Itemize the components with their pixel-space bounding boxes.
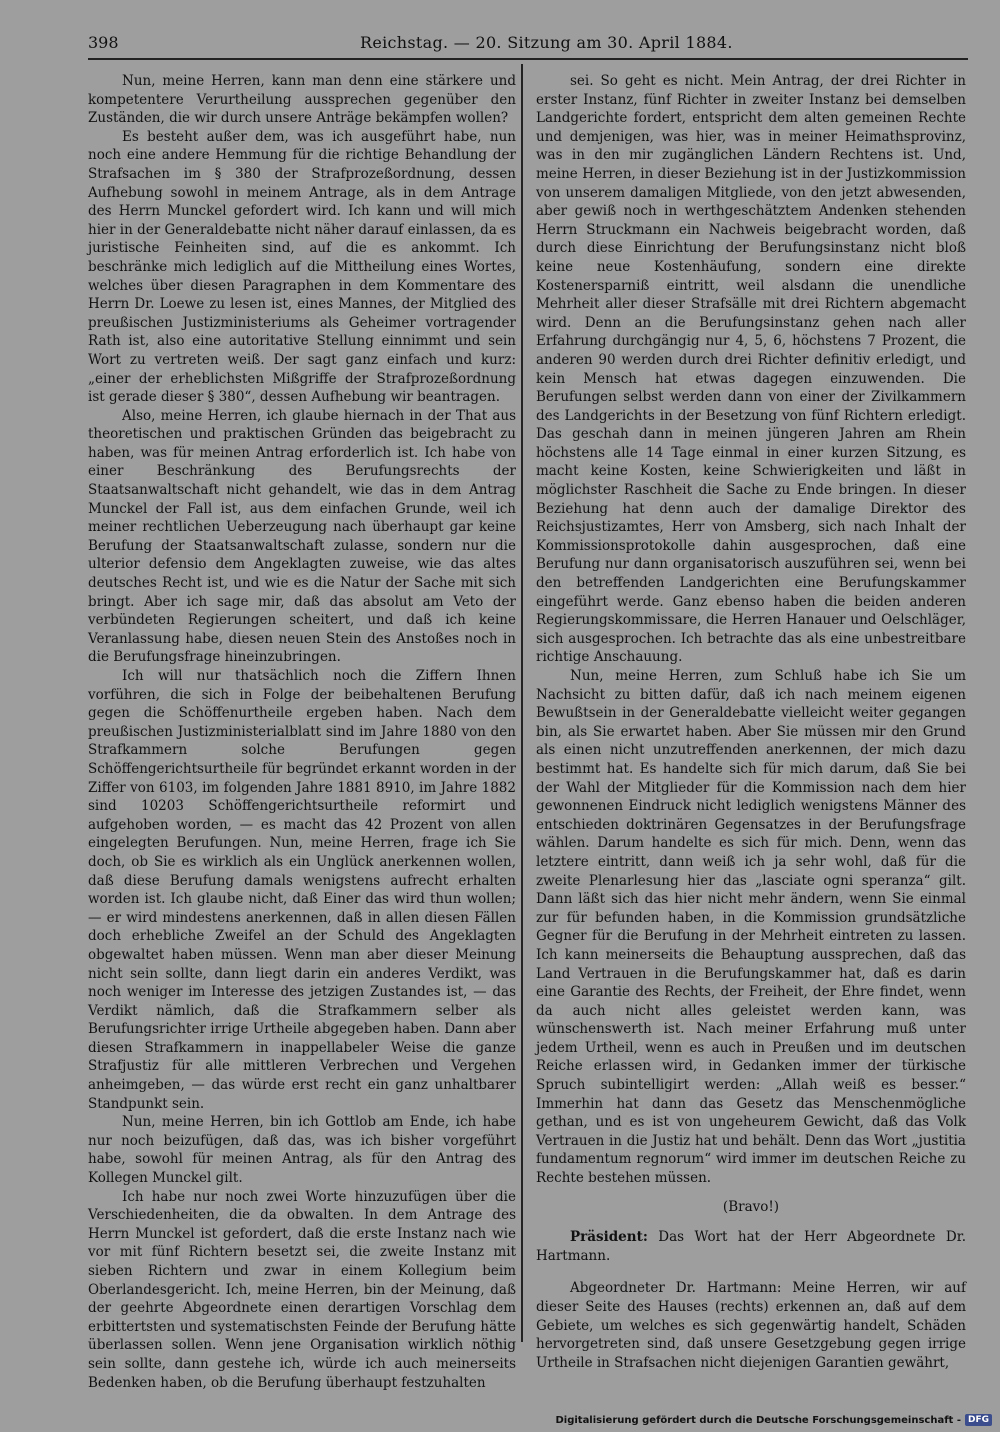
column-divider [521, 64, 523, 1342]
page-number: 398 [88, 33, 119, 52]
paragraph: Es besteht außer dem, was ich ausgeführt habe, nun noch eine andere Hemmung für die richtige Behandlung der Strafsachen im § 380 der Strafprozeßordnung, dessen Aufhebung sowohl in meinem Antrage, als in dem Antrage des Herrn Munckel gefordert wird. Ich kann und will mich hier in der Generaldebatte nicht näher darauf einlassen, da es juristische Feinheiten sind, auf die es ankommt. Ich beschränke mich lediglich auf die Mittheilung eines Wortes, welches über diesen Paragraphen in dem Kommentare des Herrn Dr. Loewe zu lesen ist, eines Mannes, der Mitglied des preußischen Justizministeriums als Geheimer vortragender Rath ist, also eine autoritative Stellung einnimmt und sein Wort zu vertreten weiß. Der sagt ganz einfach und kurz: „einer der erheblichsten Mißgriffe der Strafprozeßordnung ist gerade dieser § 380“, dessen Aufhebung wir beantragen. [88, 128, 516, 406]
dfg-logo: DFG [965, 1414, 992, 1426]
page-header [88, 30, 968, 56]
president-label: Präsident: [570, 1229, 648, 1246]
speaker-text: Meine Herren, wir auf dieser Seite des Hauses (rechts) erkennen an, daß auf dem Gebiete, um welches es sich gegenwärtig handelt, Schäden hervorgetreten sind, daß unsere Gesetzgebung gegen irrige Urtheile in Strafsachen nicht diejenigen Garantien gewährt, [536, 1280, 966, 1371]
digitization-footer [555, 1414, 992, 1426]
speaker-label: Abgeordneter Dr. Hartmann: [570, 1280, 782, 1297]
applause-note: (Bravo!) [722, 1198, 780, 1215]
paragraph: Nun, meine Herren, zum Schluß habe ich Sie um Nachsicht zu bitten dafür, daß ich nach meinem eigenen Bewußtsein in der Generaldebatte vielleicht weiter gegangen bin, als Sie erwartet haben. Aber Sie müssen mir den Grund als einen nicht unzutreffenden anerkennen, der mich dazu bestimmt hat. Es handelte sich für mich darum, daß Sie bei der Wahl der Mitglieder für die Kommission nach dem hier gewonnenen Eindruck nicht lediglich wenigstens Männer des entschieden doktrinären Gegensatzes in der Berufungsfrage wählen. Darum handelte es sich für mich. Denn, wenn das letztere eintritt, dann weiß ich ja sehr wohl, daß für die zweite Plenarlesung hier das „lasciate ogni speranza“ gilt. Dann läßt sich das hier nicht mehr ändern, wenn Sie einmal zur für befunden haben, in die Kommission grundsätzliche Gegner für die Berufung in der Mehrheit eintreten zu lassen. Ich kann meinerseits die Behauptung aussprechen, daß das Land Vertrauen in die Berufungskammer hat, daß es darin eine Garantie des Rechts, der Freiheit, der Ehre findet, wenn da auch nicht alles geleistet werden kann, was wünschenswerth ist. Nach meiner Erfahrung muß unter jedem Urtheil, wenn es auch in Preußen und im deutschen Reiche erlassen wird, in Gedanken immer der türkische Spruch subintelligirt werden: „Allah weiß es besser.“ Immerhin hat dann das Gesetz das Menschenmögliche gethan, und es ist von ungeheurem Gewicht, daß das Volk Vertrauen in die Justiz hat und behält. Denn das Wort „justitia fundamentum regnorum“ wird immer im deutschen Reiche zu Rechte bestehen müssen. [536, 668, 966, 1187]
right-column [536, 72, 966, 1372]
header-rule [88, 58, 968, 60]
page-title: Reichstag. — 20. Sitzung am 30. April 1884. [360, 33, 733, 52]
paragraph: Nun, meine Herren, kann man denn eine stärkere und kompetentere Verurtheilung aussprechen gegenüber den Zuständen, die wir durch unsere Anträge bekämpfen wollen? [88, 73, 516, 127]
paragraph: Ich habe nur noch zwei Worte hinzuzufügen über die Verschiedenheiten, die da obwalten. In dem Antrage des Herrn Munckel ist gefordert, daß die erste Instanz nach wie vor mit fünf Richtern besetzt sei, die zweite Instanz mit sieben Richtern und zwar in einem Kollegium beim Oberlandesgericht. Ich, meine Herren, bin der Meinung, daß der geehrte Abgeordnete einen derartigen Vorschlag dem erbittertsten und systematischsten Feinde der Berufung hätte überlassen sollen. Wenn jene Organisation wirklich nöthig sein sollte, dann gestehe ich, würde ich auch meinerseits Bedenken haben, ob die Berufung überhaupt festzuhalten [88, 1188, 516, 1391]
speaker-paragraph [536, 1279, 966, 1372]
president-text: Das Wort hat der Herr Abgeordnete Dr. Hartmann. [536, 1229, 966, 1264]
president-paragraph [536, 1228, 966, 1265]
spacer [536, 1265, 966, 1279]
footer-text: Digitalisierung gefördert durch die Deutsche Forschungsgemeinschaft - [555, 1414, 961, 1426]
left-column [88, 72, 516, 1392]
paragraph: Ich will nur thatsächlich noch die Ziffern Ihnen vorführen, die sich in Folge der beibehaltenen Berufung gegen die Schöffenurtheile ergeben haben. Nach dem preußischen Justizministerialblatt sind im Jahre 1880 von den Strafkammern solche Berufungen gegen Schöffengerichtsurtheile für begründet erkannt worden in der Ziffer von 6103, im folgenden Jahre 1881 8910, im Jahre 1882 sind 10203 Schöffengerichtsurtheile reformirt und aufgehoben worden, — es macht das 42 Prozent von allen eingelegten Berufungen. Nun, meine Herren, frage ich Sie doch, ob Sie es wirklich als ein Unglück anerkennen wollen, daß diese Berufung damals wenigstens aufrecht erhalten worden ist. Ich glaube nicht, daß Einer das wird thun wollen; — er wird mindestens anerkennen, daß in allen diesen Fällen doch erhebliche Zweifel an der Schuld des Angeklagten obgewaltet haben müssen. Wenn man aber dieser Meinung nicht sein sollte, dann liegt darin ein anderes Verdikt, was noch weniger im Interesse des jetzigen Zustandes ist, — das Verdikt nämlich, daß die Strafkammern selber als Berufungsrichter irrige Urtheile abgegeben haben. Dann aber diesen Strafkammern in inappellabeler Weise die ganze Strafjustiz für alle mittleren Verbrechen und Vergehen anheimgeben, — das würde erst recht ein ganz unhaltbarer Standpunkt sein. [88, 668, 516, 1112]
paragraph: sei. So geht es nicht. Mein Antrag, der drei Richter in erster Instanz, fünf Richter in zweiter Instanz bei demselben Landgerichte fordert, entspricht dem alten gemeinen Rechte und demjenigen, was hier, was in meiner Heimathsprovinz, was in den mir zugänglichen Ländern Rechtens ist. Und, meine Herren, in dieser Beziehung ist in der Justizkommission von unserem damaligen Mitgliede, von den jetzt abwesenden, aber gewiß noch in werthgeschätztem Andenken stehenden Herrn Struckmann ein Nachweis beigebracht worden, daß durch diese Einrichtung der Berufungsinstanz nicht bloß keine neue Kostenhäufung, sondern eine direkte Kostenersparniß eintritt, weil alsdann die unendliche Mehrheit aller dieser Strafsälle mit drei Richtern abgemacht wird. Denn an die Berufungsinstanz gehen nach aller Erfahrung durchgängig nur 4, 5, 6, höchstens 7 Prozent, die anderen 90 werden durch drei Richter definitiv erledigt, und kein Mensch hat etwas dagegen einzuwenden. Die Berufungen selbst werden dann von einer der Zivilkammern des Landgerichts in der Besetzung von fünf Richtern erledigt. Das geschah dann in meinen jüngeren Jahren am Rhein höchstens alle 14 Tage einmal in einer kurzen Sitzung, es macht keine Kosten, keine Schwierigkeiten und läßt in möglichster Raschheit die Sache zu Ende bringen. In dieser Beziehung hat denn auch der damalige Direktor des Reichsjustizamtes, Herr von Amsberg, sich nach Inhalt der Kommissionsprotokolle dahin ausgesprochen, daß eine Berufung nur dann organisatorisch auszuführen sei, wenn bei den betreffenden Landgerichten eine Berufungskammer eingeführt werde. Ganz ebenso haben die beiden anderen Regierungskommissare, die Herren Hanauer und Oelschläger, sich ausgesprochen. Ich betrachte das als eine unbestreitbare richtige Anschauung. [536, 73, 966, 666]
paragraph: Nun, meine Herren, bin ich Gottlob am Ende, ich habe nur noch beizufügen, daß das, was ich bisher vorgeführt habe, sowohl für meinen Antrag, als für den Antrag des Kollegen Munckel gilt. [88, 1114, 516, 1187]
paragraph: Also, meine Herren, ich glaube hiernach in der That aus theoretischen und praktischen Gründen das beigebracht zu haben, was für meinen Antrag erforderlich ist. Ich habe von einer Beschränkung des Berufungsrechts der Staatsanwaltschaft nicht gehandelt, wie das in dem Antrag Munckel der Fall ist, aus dem einfachen Grunde, weil ich meiner rechtlichen Ueberzeugung nach überhaupt gar keine Berufung der Staatsanwaltschaft zulasse, sondern nur die ulterior defensio dem Angeklagten zuweise, wie das altes deutsches Recht ist, und wie es die Natur der Sache mit sich bringt. Aber ich sage mir, daß das absolut am Veto der verbündeten Regierungen scheitert, und daß ich keine Veranlassung habe, diesen neuen Stein des Anstoßes noch in die Berufungsfrage hineinzubringen. [88, 407, 516, 666]
